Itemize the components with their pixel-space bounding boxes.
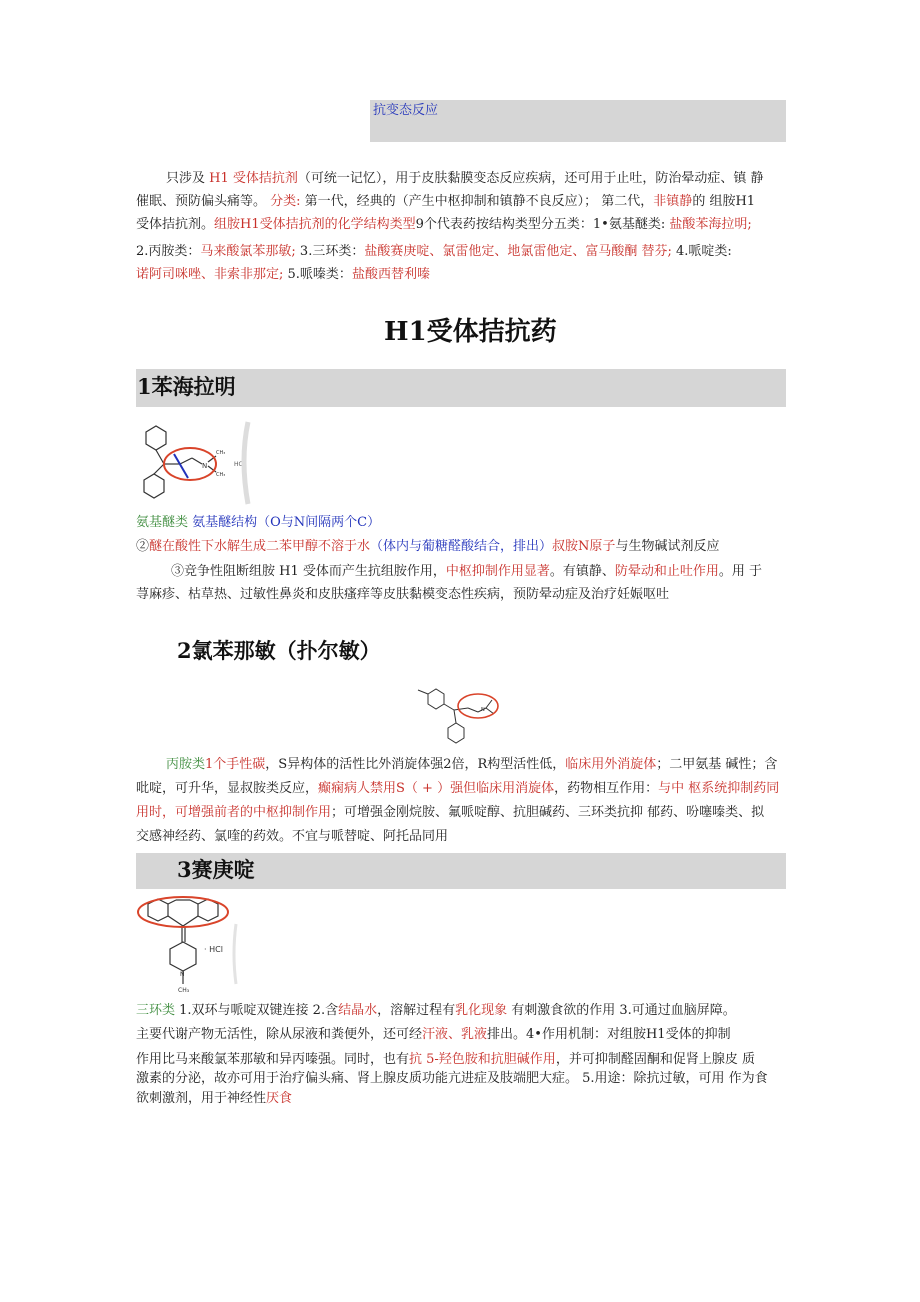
svg-text:CH₃: CH₃: [216, 472, 226, 478]
text-segment: 抗 5-羟色胺和抗胆碱作用: [409, 1052, 556, 1067]
text-segment: 5.哌嗪类：: [283, 267, 352, 282]
text-segment: 排出。4•作用机制：对组胺H1受体的抑制: [487, 1027, 731, 1042]
text-segment: 非镇静: [653, 194, 693, 209]
diphenhydramine-structure: [136, 420, 256, 510]
s2-line-4: [136, 826, 448, 847]
chlorphenamine-structure: [416, 684, 504, 750]
text-segment: （可统一记忆），用于皮肤黏膜变态反应疾病，还可用于止吐，防治晕动症、镇 静: [297, 171, 764, 186]
s1-line-1: [136, 512, 380, 533]
text-segment: 受体拮抗剂。: [136, 217, 215, 232]
text-segment: ，并可抑制醛固酮和促肾上腺皮 质: [555, 1052, 755, 1067]
s1-line-4: [136, 584, 669, 605]
s2-line-2: [136, 778, 779, 799]
text-segment: 分类:: [270, 194, 301, 209]
text-segment: 4.哌啶类:: [671, 244, 732, 259]
text-segment: ③竞争性阻断组胺 H1 受体而产生抗组胺作用，: [171, 564, 446, 579]
text-segment: ；二甲氨基 碱性；含: [656, 757, 778, 772]
text-segment: ；可增强金刚烷胺、氟哌啶醇、抗胆碱药、三环类抗抑 郁药、吩噻嗪类、拟: [331, 805, 765, 820]
text-segment: 结晶水: [338, 1003, 378, 1018]
s2-title: 2氯苯那敏（扑尔敏）: [177, 638, 381, 663]
s3-line-1: [136, 1000, 736, 1021]
text-segment: 与中 枢系统抑制药同: [658, 781, 780, 796]
s3-line-5: [136, 1088, 292, 1109]
svg-text:CH₃: CH₃: [216, 450, 226, 456]
text-segment: H1 受体拮抗剂: [209, 171, 298, 186]
text-segment: 只涉及: [166, 171, 210, 186]
text-segment: 2.丙胺类：: [136, 244, 201, 259]
text-segment: 盐酸西替利嗪: [351, 267, 430, 282]
text-segment: 荨麻疹、枯草热、过敏性鼻炎和皮肤瘙痒等皮肤黏模变态性疾病，预防晕动症及治疗妊娠呕吐: [136, 587, 670, 602]
intro-line-2: [136, 191, 755, 212]
svg-text:N: N: [481, 707, 485, 713]
text-segment: 1.双环与哌啶双键连接 2.含: [175, 1003, 339, 1018]
s2-line-3: [136, 802, 764, 823]
svg-text:CH₃: CH₃: [178, 987, 190, 994]
s1-title: 1苯海拉明: [137, 374, 236, 399]
svg-text:N: N: [202, 462, 208, 470]
text-segment: 9个代表药按结构类型分五类：1•氨基醚类:: [415, 217, 670, 232]
text-segment: 作用比马来酸氯苯那敏和异丙嗪强。同时，也有: [136, 1052, 410, 1067]
text-segment: 3.三环类：: [295, 244, 365, 259]
text-segment: 主要代谢产物无活性，除从尿液和粪便外，还可经: [136, 1027, 423, 1042]
text-segment: 的 组胺H1: [692, 194, 756, 209]
text-segment: 乳化现象: [455, 1003, 508, 1018]
text-segment: 临床用外消旋体: [565, 757, 657, 772]
s3-line-3: [136, 1049, 755, 1070]
text-segment: 醚在酸性下水解生成二苯甲醇不溶于水: [149, 539, 371, 554]
s3-line-2: [136, 1024, 731, 1045]
text-segment: 盐酸苯海拉明;: [669, 217, 752, 232]
text-segment: 氨基醚类: [136, 515, 193, 530]
text-segment: 有刺激食欲的作用 3.可通过血脑屏障。: [507, 1003, 736, 1018]
text-segment: 三环类: [136, 1003, 176, 1018]
text-segment: 叔胺N原子: [552, 539, 616, 554]
intro-line-1: [166, 168, 764, 189]
text-segment: 第一代，经典的（产生中枢抑制和镇静不良反应）； 第二代，: [300, 194, 654, 209]
text-segment: 厌食: [266, 1091, 293, 1106]
text-segment: 激素的分泌，故亦可用于治疗偏头痛、肾上腺皮质功能亢进症及肢端肥大症。 5.用途：除抗过敏，可用 作为食: [136, 1071, 768, 1086]
text-segment: ，溶解过程有: [377, 1003, 456, 1018]
text-segment: 马来酸氯苯那敏;: [200, 244, 296, 259]
text-segment: 与生物碱试剂反应: [615, 539, 720, 554]
svg-text:N: N: [180, 971, 185, 978]
text-segment: ，药物相互作用：: [554, 781, 659, 796]
text-segment: （体内与葡糖醛酸结合，排出）: [370, 539, 553, 554]
s2-line-1: [166, 754, 777, 775]
s1-line-3: [171, 561, 762, 582]
text-segment: 吡啶，可升华，显叔胺类反应，: [136, 781, 319, 796]
s1-mol-label: HCl: [234, 461, 245, 468]
text-segment: 汗液、乳液: [422, 1027, 488, 1042]
text-segment: 。有镇静、: [549, 564, 615, 579]
text-segment: 盐酸赛庚啶、氯雷他定、地氯雷他定、富马酸酮 替芬;: [364, 244, 672, 259]
text-segment: 丙胺类: [166, 757, 206, 772]
text-segment: ，S异构体的活性比外消旋体强2倍，R构型活性低，: [265, 757, 566, 772]
text-segment: 交感神经药、氯喹的药效。不宜与哌替啶、阿托品同用: [136, 829, 449, 844]
s3-title: 3赛庚啶: [177, 857, 255, 882]
cyproheptadine-structure: [136, 894, 240, 998]
text-segment: 中枢抑制作用显著: [445, 564, 550, 579]
intro-line-3: [136, 214, 752, 235]
text-segment: 用时，可增强前者的中枢抑制作用: [136, 805, 332, 820]
s3-mol-label: · HCl: [204, 945, 223, 954]
text-segment: ②: [136, 539, 150, 554]
text-segment: 催眠、预防偏头痛等。: [136, 194, 271, 209]
text-segment: 诺阿司咪唑、非索非那定;: [136, 267, 284, 282]
s1-line-2: [136, 536, 719, 557]
text-segment: 。用 于: [718, 564, 763, 579]
text-segment: 组胺H1受体拮抗剂的化学结构类型: [214, 217, 416, 232]
top-header: 抗变态反应: [373, 103, 439, 118]
text-segment: 癫痫病人禁用S（ + ）强但临床用消旋体: [318, 781, 555, 796]
text-segment: 氨基醚结构（O与N间隔两个C）: [192, 515, 381, 530]
text-segment: 防晕动和止吐作用: [614, 564, 719, 579]
intro-line-4: [136, 241, 732, 262]
text-segment: 欲刺激剂，用于神经性: [136, 1091, 267, 1106]
main-title: H1受体拮抗药: [384, 317, 557, 347]
s3-line-4: [136, 1068, 768, 1089]
intro-line-5: [136, 264, 430, 285]
text-segment: 1个手性碳: [205, 757, 266, 772]
